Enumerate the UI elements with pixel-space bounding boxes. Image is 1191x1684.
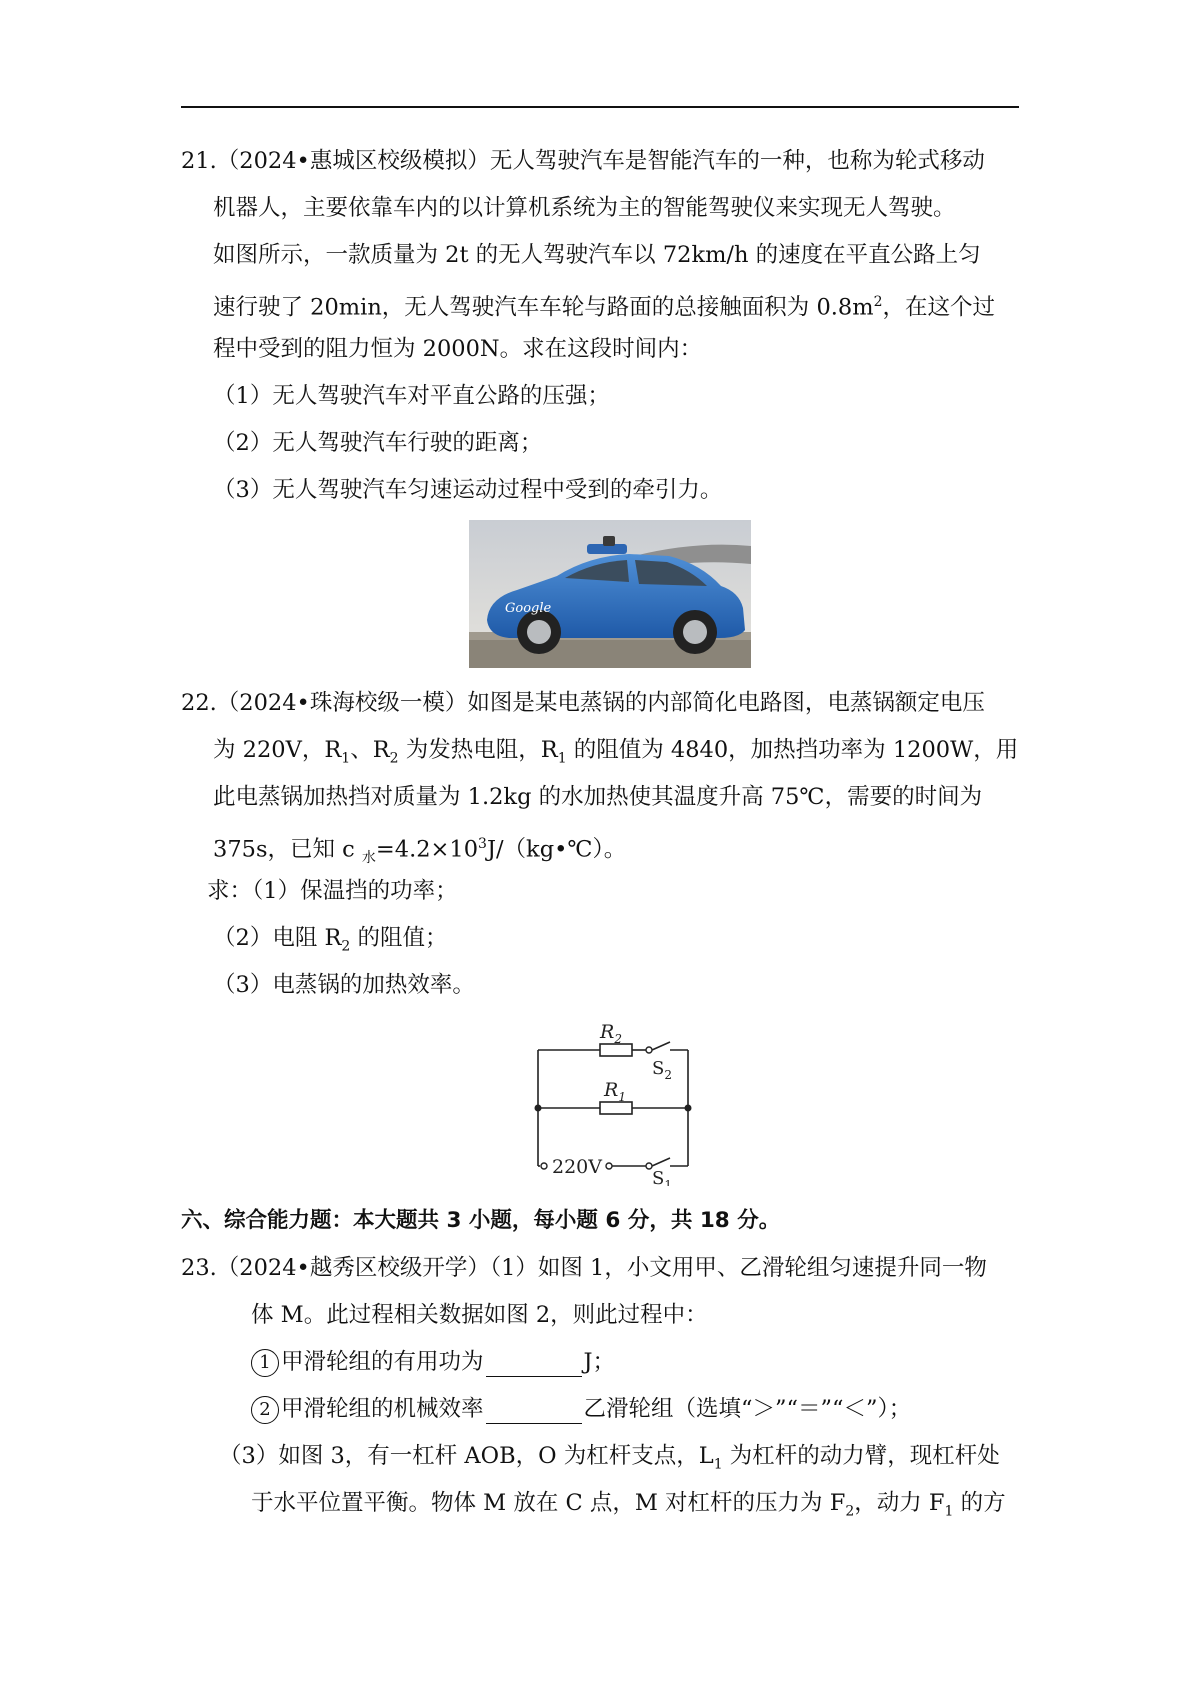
q23-line1: 23.（2024•越秀区校级开学）（1）如图 1，小文用甲、乙滑轮组匀速提升同一物 <box>181 1255 987 1281</box>
circled-number-1: 1 <box>251 1349 279 1377</box>
q22-sub3: （3）电蒸锅的加热效率。 <box>213 972 475 998</box>
header-rule <box>181 106 1019 108</box>
q21-sub1: （1）无人驾驶汽车对平直公路的压强； <box>213 383 610 409</box>
label-voltage: 220V <box>552 1156 602 1178</box>
q22-line3: 此电蒸锅加热挡对质量为 1.2kg 的水加热使其温度升高 75℃，需要的时间为 <box>213 784 983 810</box>
q21-line4: 速行驶了 20min，无人驾驶汽车车轮与路面的总接触面积为 $0.8m^2$，在这个过 <box>213 294 996 321</box>
q21-line5: 程中受到的阻力恒为 2000N。求在这段时间内： <box>213 336 703 362</box>
q23-item1: 1 甲滑轮组的有用功为 J； <box>251 1347 615 1377</box>
circled-number-2: 2 <box>251 1396 279 1424</box>
q23-sub3-line2: 于水平位置平衡。物体 M 放在 C 点，M 对杠杆的压力为 $F_2$，动力 $F_1$ 的方 <box>251 1490 1006 1520</box>
label-s1: $S_1$ <box>652 1168 672 1186</box>
circuit-diagram <box>530 1016 710 1186</box>
q22-sub1: 求：（1）保温挡的功率； <box>207 878 458 904</box>
q22-line2: 为 220V，$R_1$、$R_2$ 为发热电阻，$R_1$ 的阻值为 4840，加热挡功率为 1200W，用 <box>213 737 1019 767</box>
label-s2: $S_2$ <box>652 1058 672 1082</box>
answer-blank-1 <box>486 1354 582 1377</box>
q22-sub2: （2）电阻 $R_2$ 的阻值； <box>213 925 448 955</box>
q21-sub3: （3）无人驾驶汽车匀速运动过程中受到的牵引力。 <box>213 477 723 503</box>
label-r2: $R_2$ <box>600 1021 622 1046</box>
q21-line3: 如图所示，一款质量为 2t 的无人驾驶汽车以 72km/h 的速度在平直公路上匀 <box>213 242 981 268</box>
q21-sub2: （2）无人驾驶汽车行驶的距离； <box>213 430 543 456</box>
q23-item2: 2 甲滑轮组的机械效率 乙滑轮组（选填“＞”“＝”“＜”）； <box>251 1394 911 1424</box>
q23-line2: 体 M。此过程相关数据如图 2，则此过程中： <box>251 1302 708 1328</box>
self-driving-car-photo <box>469 520 751 668</box>
answer-blank-2 <box>486 1401 582 1424</box>
q21-line1: 21.（2024•惠城区校级模拟）无人驾驶汽车是智能汽车的一种，也称为轮式移动 <box>181 148 985 174</box>
label-r1: $R_1$ <box>604 1079 626 1104</box>
q22-line1: 22.（2024•珠海校级一模）如图是某电蒸锅的内部简化电路图，电蒸锅额定电压 <box>181 690 985 716</box>
q22-line4: 375s，已知 c $_水=4.2\times 10^3J/(kg•℃)$。 <box>213 836 627 866</box>
q23-sub3-line1: （3）如图 3，有一杠杆 AOB，O 为杠杆支点，$L_1$ 为杠杆的动力臂，现杠杆处 <box>219 1443 1000 1473</box>
section-6-heading: 六、综合能力题：本大题共 3 小题，每小题 6 分，共 18 分。 <box>181 1208 781 1233</box>
car-logo-text: Google <box>505 601 552 616</box>
q21-line2: 机器人，主要依靠车内的以计算机系统为主的智能驾驶仪来实现无人驾驶。 <box>213 195 956 221</box>
